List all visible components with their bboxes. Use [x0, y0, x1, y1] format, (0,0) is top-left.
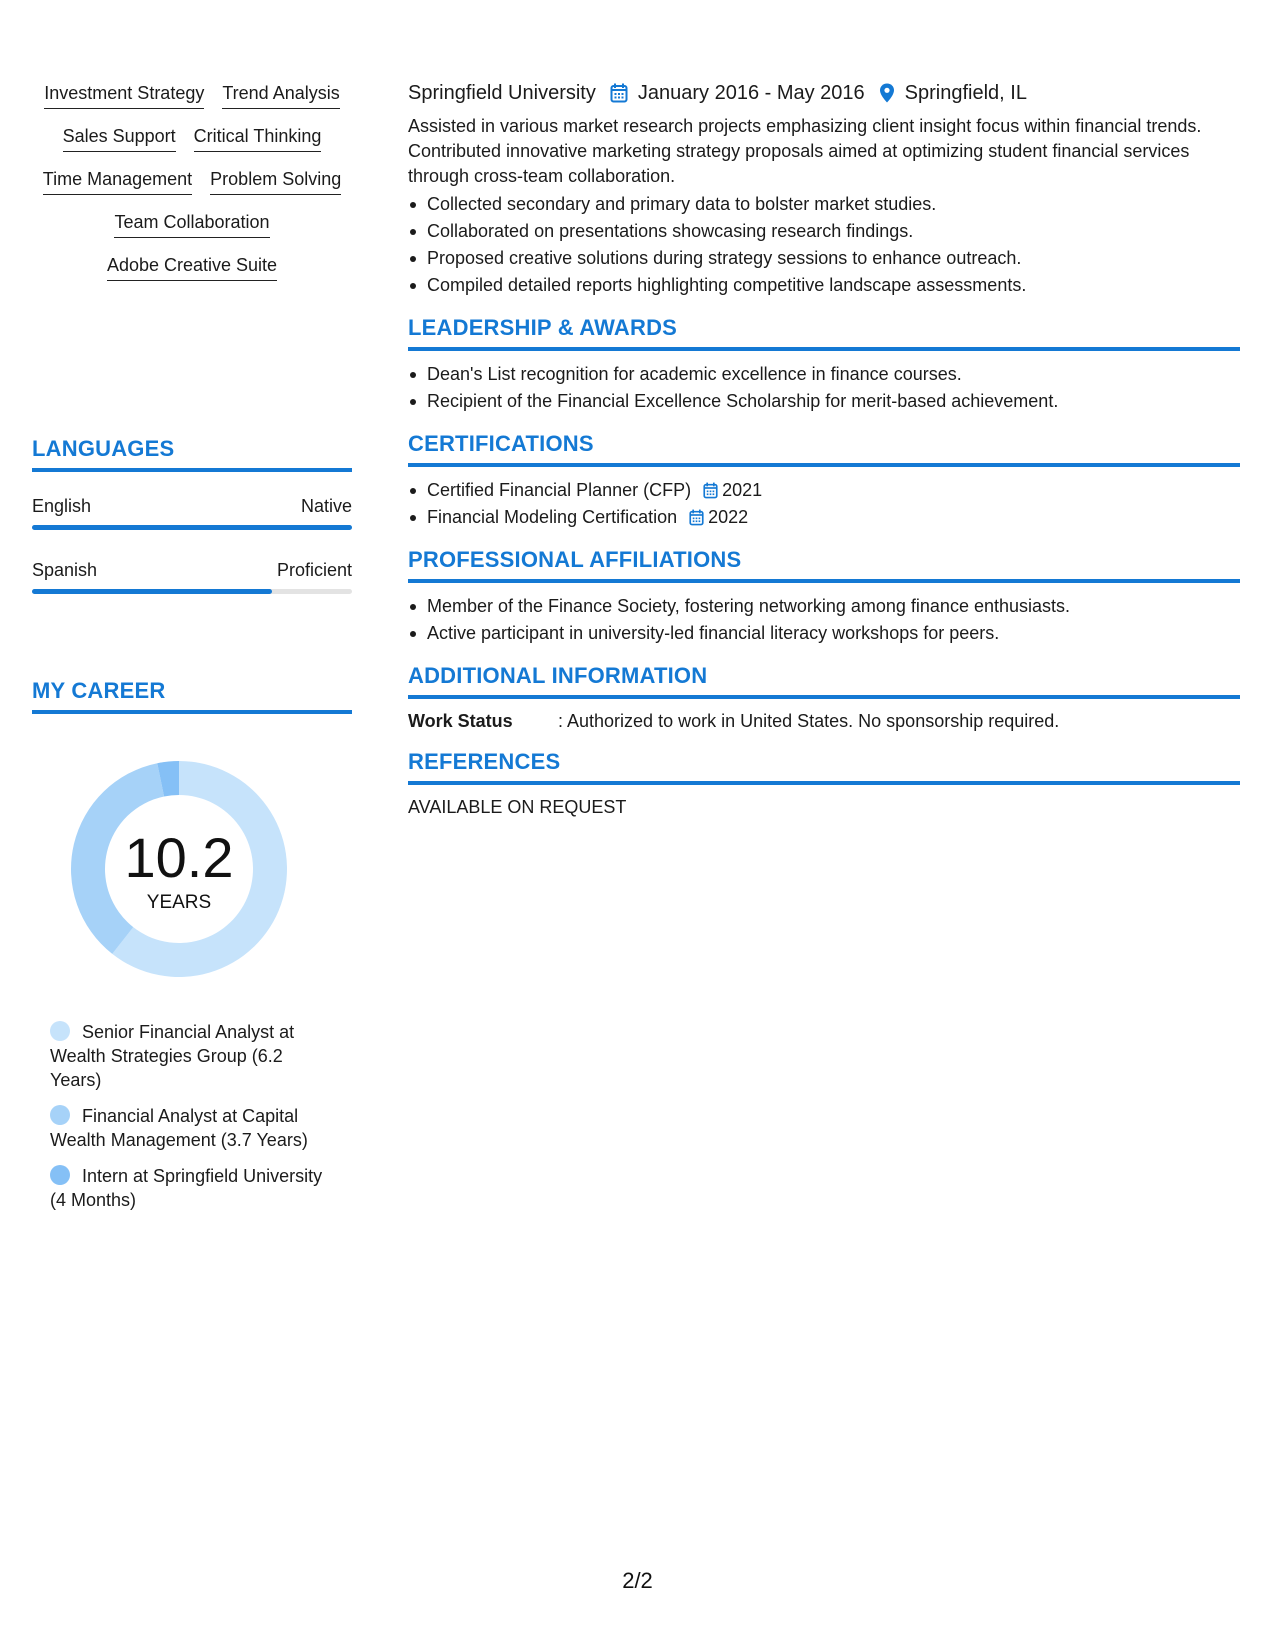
leadership-section: [408, 315, 1240, 415]
main-content: [408, 80, 1240, 819]
list-item: Active participant in university-led financial literacy workshops for peers.: [408, 620, 1240, 647]
references-text: AVAILABLE ON REQUEST: [408, 797, 627, 817]
skill-tag: Sales Support: [63, 125, 176, 152]
list-item: Compiled detailed reports highlighting competitive landscape assessments.: [408, 272, 1240, 299]
calendar-icon: [689, 509, 704, 526]
language-bar-track: [32, 589, 352, 594]
experience-bullets: [408, 191, 1240, 299]
career-legend: [50, 1020, 330, 1224]
list-item: Proposed creative solutions during strategy sessions to enhance outreach.: [408, 245, 1240, 272]
language-name: Spanish: [32, 560, 98, 580]
skill-tag: Team Collaboration: [114, 211, 269, 238]
language-level: Native: [300, 496, 352, 516]
work-status-row: [408, 709, 1240, 733]
section-divider: [408, 579, 1240, 583]
donut-center: [66, 756, 292, 982]
affiliations-heading: PROFESSIONAL AFFILIATIONS: [408, 547, 742, 572]
legend-dot: [50, 1165, 70, 1185]
list-item: Member of the Finance Society, fostering networking among finance enthusiasts.: [408, 593, 1240, 620]
language-name: English: [32, 496, 92, 516]
language-row: [32, 560, 352, 581]
legend-item: [50, 1164, 330, 1212]
references-section: [408, 749, 1240, 819]
leadership-heading: LEADERSHIP & AWARDS: [408, 315, 678, 340]
list-item: Recipient of the Financial Excellence Scholarship for merit-based achievement.: [408, 388, 1240, 415]
experience-header: [408, 80, 1240, 106]
certification-year: 2022: [708, 507, 749, 527]
certification-entry: [427, 477, 1240, 504]
certification-year: 2021: [722, 480, 763, 500]
section-divider: [32, 468, 352, 472]
legend-label: Intern at Springfield University (4 Months): [50, 1166, 323, 1210]
skill-tag: Time Management: [43, 168, 192, 195]
list-item: [408, 477, 1240, 504]
certification-entry: [427, 504, 1240, 531]
career-heading: MY CAREER: [32, 678, 166, 703]
legend-dot: [50, 1105, 70, 1125]
skill-tag: Trend Analysis: [222, 82, 339, 109]
experience-org: Springfield University: [408, 81, 596, 104]
skill-tag: Critical Thinking: [194, 125, 322, 152]
list-item: Dean's List recognition for academic excellence in finance courses.: [408, 361, 1240, 388]
certifications-section: [408, 431, 1240, 531]
calendar-icon: [703, 482, 718, 499]
affiliations-list: [408, 593, 1240, 647]
skill-tag: Problem Solving: [210, 168, 341, 195]
language-level: Proficient: [276, 560, 352, 580]
references-heading: REFERENCES: [408, 749, 561, 774]
career-total-value: 10.2: [124, 826, 234, 889]
legend-label: Senior Financial Analyst at Wealth Strategies Group (6.2 Years): [50, 1022, 295, 1090]
additional-info-section: [408, 663, 1240, 733]
language-bar-track: [32, 525, 352, 530]
legend-item: [50, 1104, 330, 1152]
experience-location: Springfield, IL: [904, 81, 1027, 104]
languages-section: [32, 436, 352, 594]
work-status-label: Work Status: [408, 711, 513, 731]
list-item: [408, 504, 1240, 531]
career-donut-chart: [66, 756, 292, 982]
experience-description: Assisted in various market research projects emphasizing client insight focus within financial trends. Contributed innovative marketing strategy proposals aimed at optimizing student financial services through cross-team collaboration.: [408, 116, 1202, 186]
certifications-list: [408, 477, 1240, 531]
skills-list: [32, 82, 352, 281]
section-divider: [408, 463, 1240, 467]
section-divider: [32, 710, 352, 714]
career-total-unit: YEARS: [146, 892, 212, 913]
language-bar-fill: [32, 525, 352, 530]
legend-item: [50, 1020, 330, 1092]
work-status-value: : Authorized to work in United States. No sponsorship required.: [558, 711, 1060, 731]
skills-section: [32, 82, 352, 281]
section-divider: [408, 347, 1240, 351]
language-row: [32, 496, 352, 517]
language-bar-fill: [32, 589, 272, 594]
additional-info-heading: ADDITIONAL INFORMATION: [408, 663, 708, 688]
map-pin-icon: [879, 83, 895, 103]
legend-dot: [50, 1021, 70, 1041]
certification-name: Financial Modeling Certification: [427, 507, 678, 527]
languages-heading: LANGUAGES: [32, 436, 175, 461]
skill-tag: Adobe Creative Suite: [107, 254, 277, 281]
list-item: Collaborated on presentations showcasing research findings.: [408, 218, 1240, 245]
certifications-heading: CERTIFICATIONS: [408, 431, 594, 456]
leadership-list: [408, 361, 1240, 415]
list-item: Collected secondary and primary data to bolster market studies.: [408, 191, 1240, 218]
legend-label: Financial Analyst at Capital Wealth Management (3.7 Years): [50, 1106, 308, 1150]
certification-name: Certified Financial Planner (CFP): [427, 480, 692, 500]
skill-tag: Investment Strategy: [44, 82, 204, 109]
calendar-icon: [610, 83, 628, 103]
page-number: 2/2: [622, 1568, 653, 1593]
career-section: [32, 678, 352, 714]
section-divider: [408, 695, 1240, 699]
affiliations-section: [408, 547, 1240, 647]
experience-dates: January 2016 - May 2016: [637, 81, 865, 104]
section-divider: [408, 781, 1240, 785]
